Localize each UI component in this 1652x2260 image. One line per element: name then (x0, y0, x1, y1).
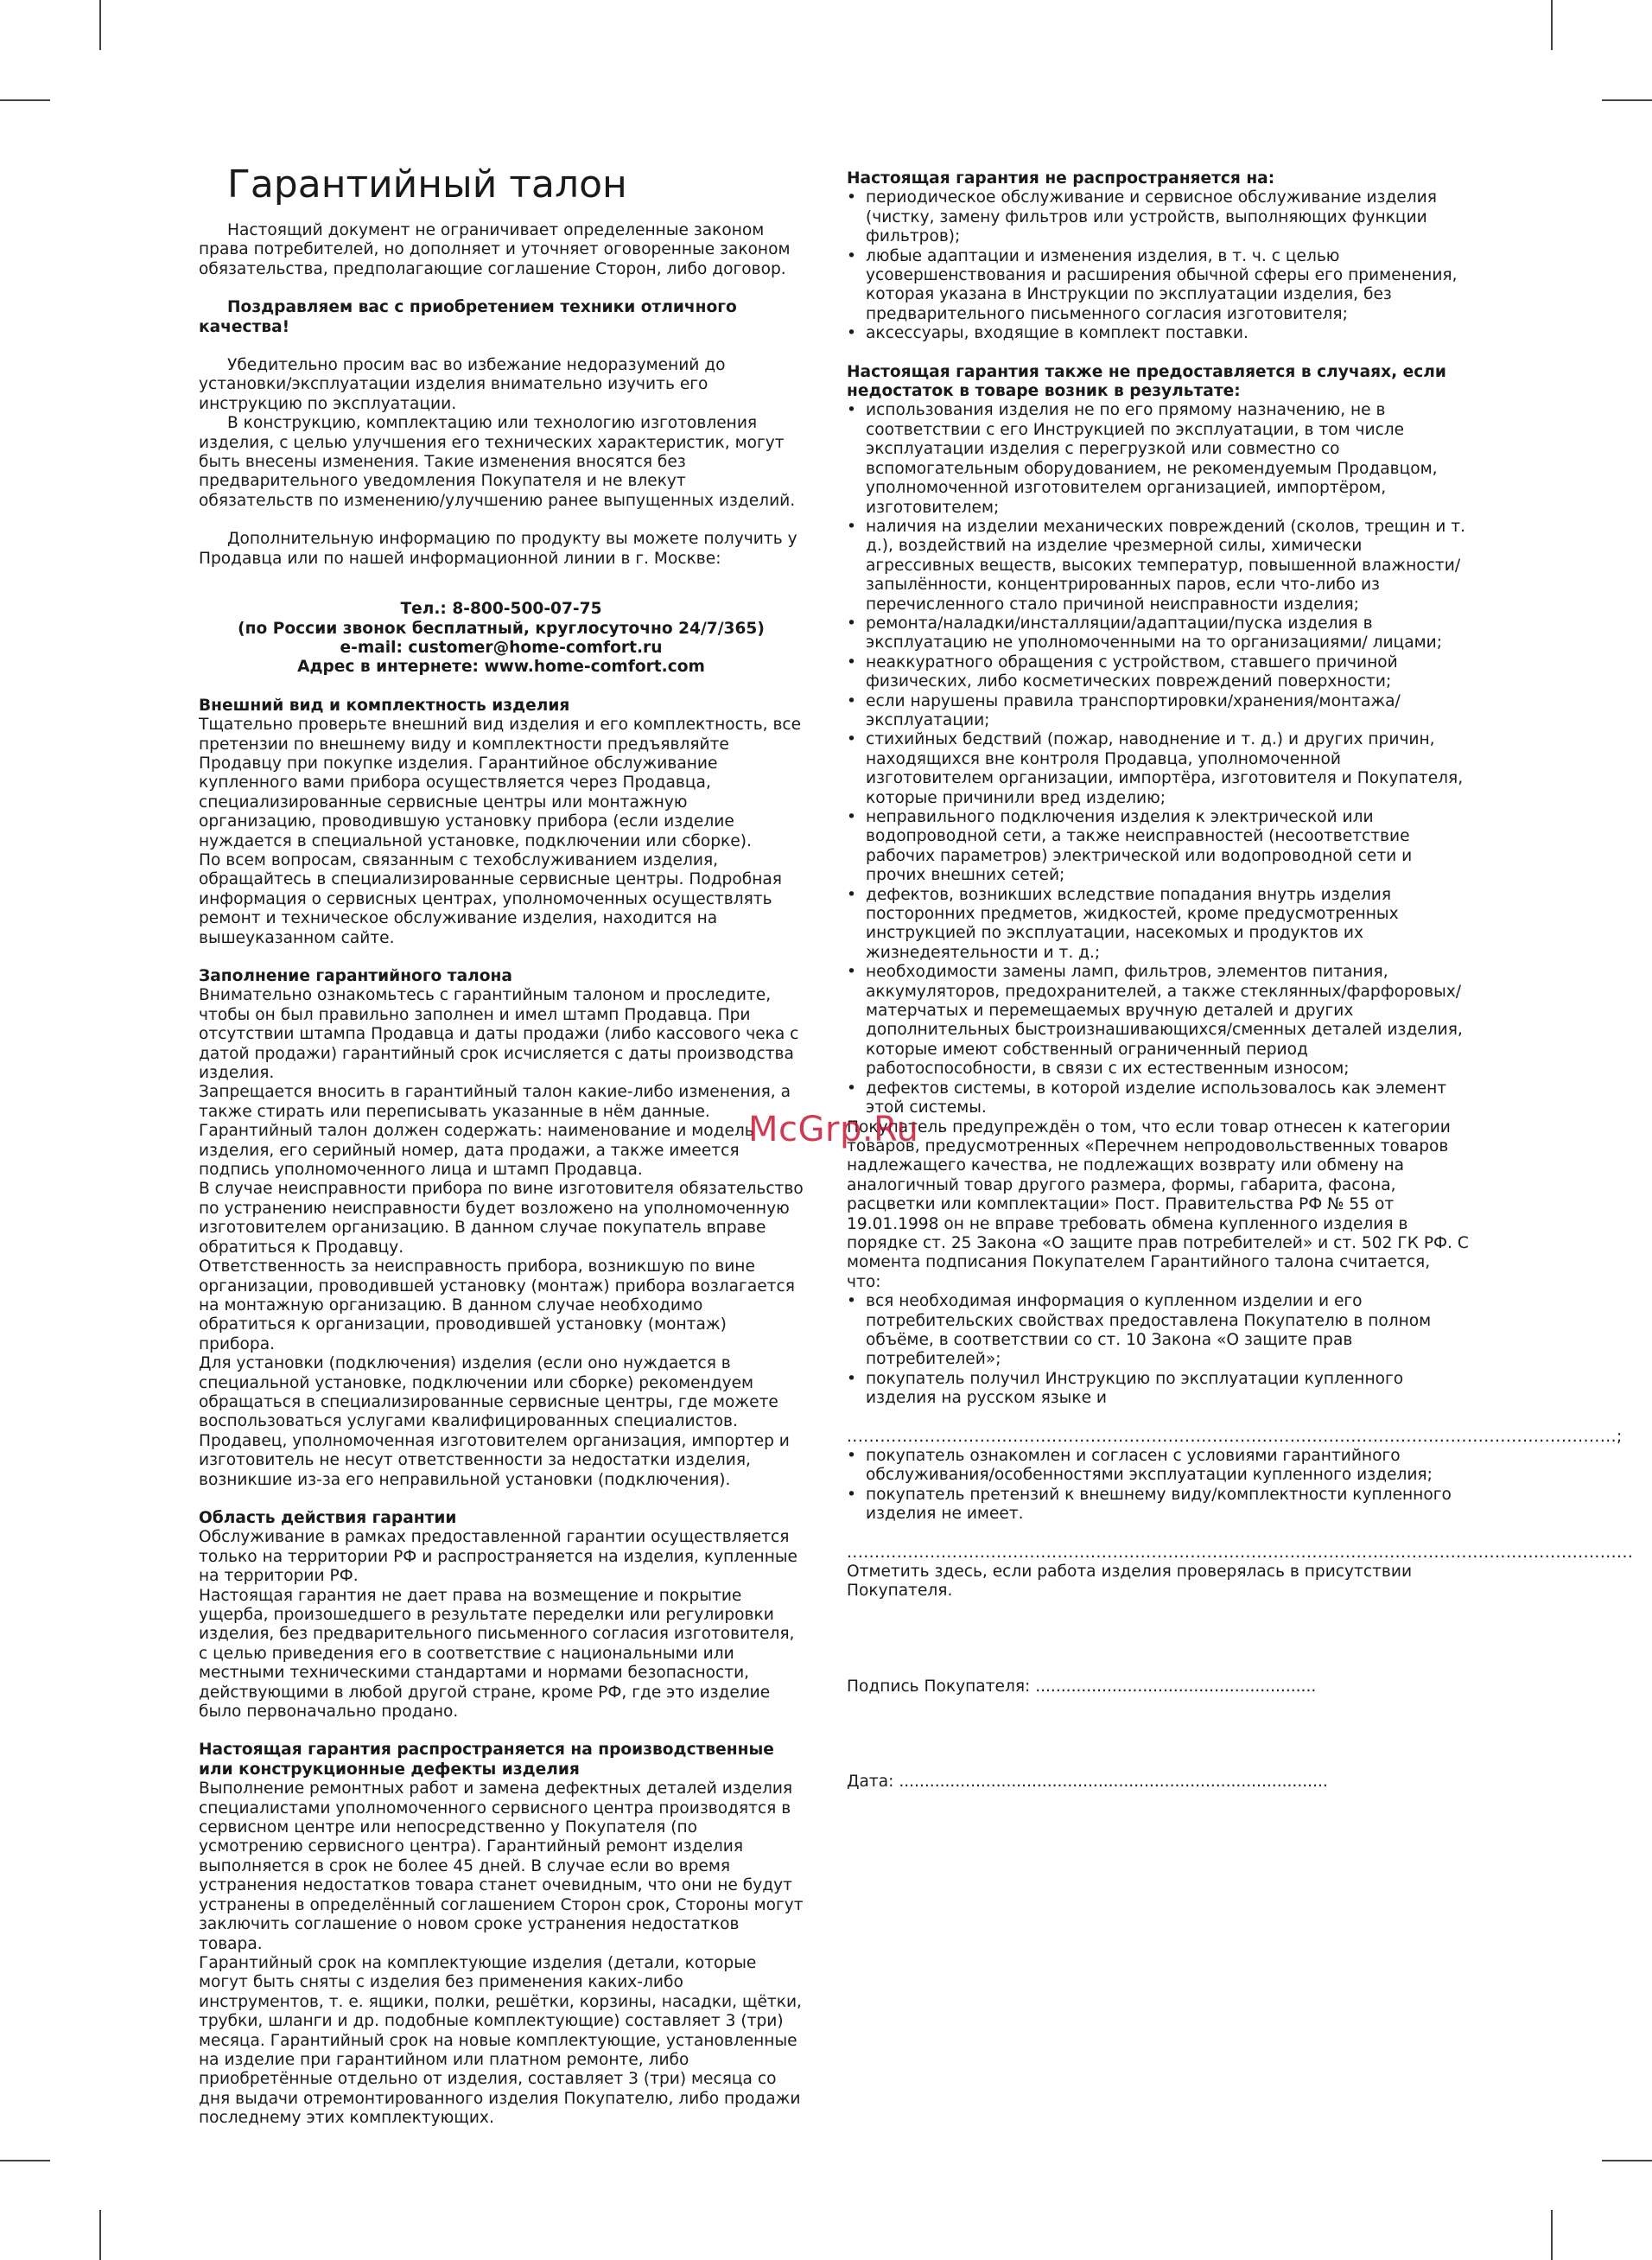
appearance-text: Тщательно проверьте внешний вид изделия и его комплектность, все претензии по внешнему виду и комплектности предъявляйте Продавцу при покупке изделия. Гарантийное обслуживание купленного вами прибора осуществляется через Продавца, специализированные сервисные центры или монтажную организацию, проводившую установку прибора (если изделие нуждается в специальной установке, подключении или сборке). (199, 716, 802, 850)
scope-text: Обслуживание в рамках предоставленной гарантии осуществляется только на территории РФ и распространяется на изделия, купленные на территории РФ. (199, 1528, 797, 1586)
filling-heading: Заполнение гарантийного талона (199, 967, 512, 985)
defects-heading: Настоящая гарантия распространяется на производственные или конструкционные дефекты изделия (199, 1741, 774, 1779)
list-item: • необходимости замены ламп, фильтров, элементов питания, аккумуляторов, предохранителей, а также стеклянных/фарфоровых/матерчатых и перемещаемых вручную деталей и других дополнительных быстроизнашивающихся/сменных деталей изделия, которые имеют собственный ограниченный период работоспособности, в связи с их естественным износом; (847, 963, 1469, 1079)
intro-text: Настоящий документ не ограничивает определенные законом права потребителей, но дополняет и уточняет оговоренные законом обязательства, предполагающие соглашение Сторон, либо договор. (199, 221, 791, 278)
list-item: • покупатель получил Инструкцию по эксплуатации купленного изделия на русском языке и (847, 1370, 1469, 1409)
changes-text: В конструкцию, комплектацию или технологию изготовления изделия, с целью улучшения его технических характеристик, могут быть внесены изменения. Такие изменения вносятся без предварительного уведомления Покупателя и не влекут обязательств по изменению/улучшению ранее выпущенных изделий. (199, 414, 796, 510)
consider-list (847, 1292, 1469, 1408)
mark-line[interactable]: .............................................................................................................................................. (847, 1543, 1634, 1562)
list-item: • стихийных бедствий (пожар, наводнение и т. д.) и других причин, находящихся вне контроля Продавца, уполномоченной изготовителем организации, импортёра, изготовителя и Покупателя, которые причинили вред изделию; (847, 730, 1469, 808)
warning-text: Покупатель предупреждён о том, что если товар отнесен к категории товаров, предусмотренных «Перечнем непродовольственных товаров надлежащего качества, не подлежащих возврату или обмену на аналогичный товар другого размера, формы, габарита, фасона, расцветки или комплектации» Пост. Правительства РФ № 55 от 19.01.1998 он не вправе требовать обмена купленного изделия в порядке ст. 25 Закона «О защите прав потребителей» и ст. 502 ГК РФ. С момента подписания Покупателем Гарантийного талона считается, что: (847, 1117, 1469, 1291)
list-item: • неаккуратного обращения с устройством, ставшего причиной физических, либо косметических повреждений поверхности; (847, 653, 1469, 692)
contact-note: (по России звонок бесплатный, круглосуточно 24/7/365) (238, 619, 765, 638)
info-text: Дополнительную информацию по продукту вы можете получить у Продавца или по нашей информационной линии в г. Москве: (199, 530, 797, 568)
appearance-text: По всем вопросам, связанным с техобслуживанием изделия, обращайтесь в специализированные сервисные центры. Подробная информация о сервисных центрах, уполномоченных осуществлять ремонт и техническое обслуживание изделия, находится на вышеуказанном сайте. (199, 850, 782, 947)
list-item: • дефектов, возникших вследствие попадания внутрь изделия посторонних предметов, жидкостей, кроме предусмотренных инструкцией по эксплуатации, насекомых и продуктов их жизнедеятельности и т. д.; (847, 886, 1469, 964)
congrats-text: Поздравляем вас с приобретением техники отличного качества! (199, 298, 737, 336)
not-provided-heading: Настоящая гарантия также не предоставляется в случаях, если недостаток в товаре возник в результате: (847, 362, 1446, 401)
defects-text: Выполнение ремонтных работ и замена дефектных деталей изделия специалистами уполномоченного сервисного центра производятся в сервисном центре или непосредственно у Покупателя (по усмотрению сервисного центра). Гарантийный ремонт изделия выполняется в срок не более 45 дней. В случае если во время устранения недостатков товара станет очевидным, что они не будут устранены в определённый соглашением Сторон срок, Стороны могут заключить соглашение о новом сроке устранения недостатков товара. (199, 1779, 804, 1953)
list-item: • покупатель претензий к внешнему виду/комплектности купленного изделия не имеет. (847, 1486, 1469, 1525)
list-item: • наличия на изделии механических повреждений (сколов, трещин и т. д.), воздействий на изделие чрезмерной силы, химически агрессивных веществ, высоких температур, повышенной влажности/запылённости, концентрированных паров, если что-либо из перечисленного стало причиной неисправности изделия; (847, 518, 1469, 614)
crop-mark (99, 0, 101, 50)
crop-mark (1551, 0, 1553, 50)
list-item: • любые адаптации и изменения изделия, в т. ч. с целью усовершенствования и расширения обычной сферы его применения, которая указана в Инструкции по эксплуатации изделия, без предварительного письменного согласия изготовителя; (847, 247, 1469, 325)
appearance-heading: Внешний вид и комплектность изделия (199, 696, 570, 715)
crop-mark (1551, 2210, 1553, 2260)
list-item: • ремонта/наладки/инсталляции/адаптации/пуска изделия в эксплуатацию не уполномоченными на то организациями/ лицами; (847, 614, 1469, 653)
request-text: Убедительно просим вас во избежание недоразумений до установки/эксплуатации изделия внимательно изучить его инструкцию по эксплуатации. (199, 356, 726, 413)
not-provided-list (847, 401, 1469, 1117)
crop-mark (99, 2210, 101, 2260)
scope-text: Настоящая гарантия не дает права на возмещение и покрытие ущерба, произошедшего в результате переделки или регулировки изделия, без предварительного письменного согласия изготовителя, с целью приведения его в соответствие с национальными или местными техническими стандартами и нормами безопасности, действующими в любой другой стране, кроме РФ, где это изделие было первоначально продано. (199, 1586, 795, 1722)
scope-heading: Область действия гарантии (199, 1508, 457, 1527)
page-title: Гарантийный талон (227, 162, 627, 207)
list-item: • если нарушены правила транспортировки/хранения/монтажа/эксплуатации; (847, 692, 1469, 731)
filling-text: В случае неисправности прибора по вине изготовителя обязательство по устранению неисправности будет возложено на уполномоченную изготовителем организацию. В данном случае покупатель вправе обратиться к Продавцу. (199, 1180, 804, 1257)
crop-mark (1602, 2160, 1652, 2161)
contact-phone: Тел.: 8-800-500-07-75 (400, 600, 602, 619)
consider-list-2 (847, 1447, 1469, 1525)
crop-mark (1602, 99, 1652, 101)
contact-website[interactable]: Адрес в интернете: www.home-comfort.com (297, 658, 705, 677)
filling-text: Внимательно ознакомьтесь с гарантийным талоном и проследите, чтобы он был правильно заполнен и имел штамп Продавца. При отсутствии штампа Продавца и даты продажи (либо кассового чека с датой продажи) гарантийный срок исчисляется с даты производства изделия. (199, 986, 799, 1083)
list-item: • дефектов системы, в которой изделие использовалось как элемент этой системы. (847, 1079, 1469, 1118)
list-item: • аксессуары, входящие в комплект поставки. (847, 324, 1469, 343)
crop-mark (0, 2160, 50, 2161)
not-covered-heading: Настоящая гарантия не распространяется на: (847, 169, 1275, 188)
contact-email[interactable]: e-mail: customer@home-comfort.ru (340, 638, 663, 657)
signature-field[interactable]: Подпись Покупателя: ....................................................... (847, 1677, 1317, 1696)
date-field[interactable]: Дата: .................................................................................... (847, 1773, 1328, 1792)
filling-text: Ответственность за неисправность прибора, возникшую по вине организации, проводившей установку (монтаж) прибора возлагается на монтажную организацию. В данном случае необходимо обратиться к организации, проводившей установку (монтаж) прибора. (199, 1257, 795, 1353)
watermark: McGrp.Ru (748, 1110, 919, 1149)
list-item: • неправильного подключения изделия к электрической или водопроводной сети, а также неисправностей (несоответствие рабочих параметров) электрической или водопроводной сети и прочих внешних сетей; (847, 808, 1469, 886)
defects-text: Гарантийный срок на комплектующие изделия (детали, которые могут быть сняты с изделия без применения каких-либо инструментов, т. е. ящики, полки, решётки, корзины, насадки, щётки, трубки, шланги и др. подобные комплектующие) составляет 3 (три) месяца. Гарантийный срок на новые комплектующие, установленные на изделие при гарантийном или платном ремонте, либо приобретённые отдельно от изделия, составляет 3 (три) месяца со дня выдачи отремонтированного изделия Покупателю, либо продажи последнему этих комплектующих. (199, 1953, 802, 2128)
list-item: • покупатель ознакомлен и согласен с условиями гарантийного обслуживания/особенностями эксплуатации купленного изделия; (847, 1447, 1469, 1486)
filling-text: Запрещается вносить в гарантийный талон какие-либо изменения, а также стирать или переписывать указанные в нём данные. Гарантийный талон должен содержать: наименование и модель изделия, его серийный номер, дата продажи, а также имеется подпись уполномоченного лица и штамп Продавца. (199, 1083, 791, 1180)
crop-mark (0, 99, 50, 101)
list-item: • периодическое обслуживание и сервисное обслуживание изделия (чистку, замену фильтров или устройств, выполняющих функции фильтров); (847, 188, 1469, 246)
left-column (199, 162, 804, 2129)
list-item: • использования изделия не по его прямому назначению, не в соответствии с его Инструкцией по эксплуатации, в том числе эксплуатации изделия с перегрузкой или совместно со вспомогательным оборудованием, не рекомендуемым Продавцом, уполномоченной изготовителем организацией, импортёром, изготовителем; (847, 401, 1469, 517)
fill-line[interactable]: ...........................................................................................................................................; (847, 1427, 1623, 1446)
not-covered-list (847, 188, 1469, 343)
list-item: • вся необходимая информация о купленном изделии и его потребительских свойствах предоставлена Покупателю в полном объёме, в соответствии со ст. 10 Закона «О защите прав потребителей»; (847, 1292, 1469, 1370)
filling-text: Для установки (подключения) изделия (если оно нуждается в специальной установке, подключении или сборке) рекомендуем обращаться в специализированные сервисные центры, где можете воспользоваться услугами квалифицированных специалистов. Продавец, уполномоченная изготовителем организация, импортер и изготовитель не несут ответственности за недостатки изделия, возникшие из-за его неправильной установки (подключения). (199, 1354, 790, 1489)
mark-note: Отметить здесь, если работа изделия проверялась в присутствии Покупателя. (847, 1563, 1413, 1601)
right-column (847, 169, 1634, 1792)
